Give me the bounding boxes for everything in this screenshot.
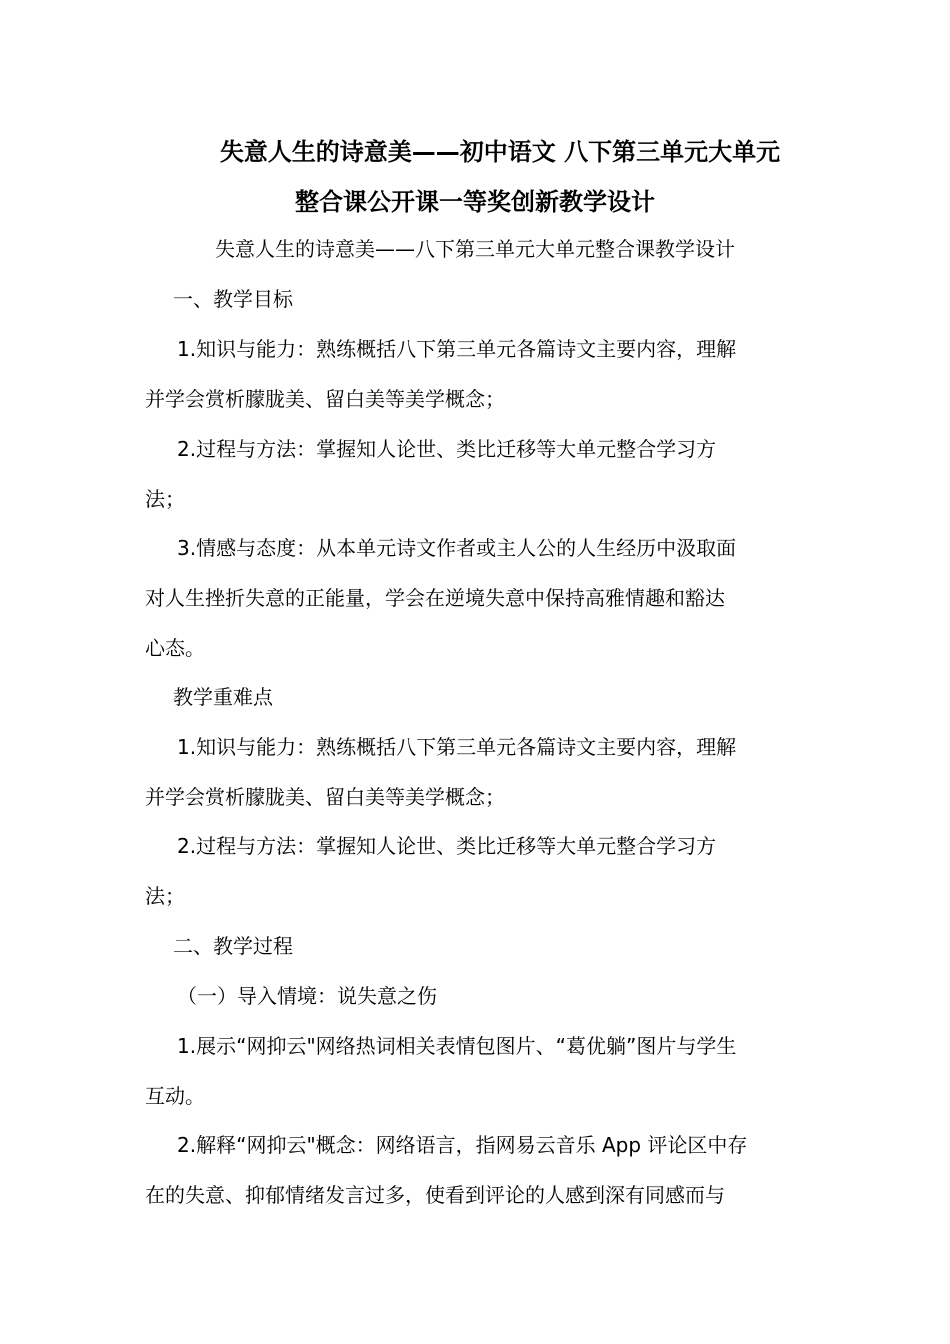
objective-1-line-2: 并学会赏析朦胧美、留白美等美学概念；	[145, 387, 505, 411]
key-point-1-line-2: 并学会赏析朦胧美、留白美等美学概念；	[145, 785, 505, 809]
process-2-line-2: 在的失意、抑郁情绪发言过多，使看到评论的人感到深有同感而与	[145, 1183, 725, 1207]
objective-2-line-1: 2.过程与方法：掌握知人论世、类比迁移等大单元整合学习方	[177, 437, 717, 461]
document-title-line-1: 失意人生的诗意美——初中语文 八下第三单元大单元	[219, 138, 781, 166]
process-1-line-2: 互动。	[145, 1084, 205, 1108]
process-heading: 二、教学过程	[173, 934, 293, 958]
objectives-heading: 一、教学目标	[173, 287, 293, 311]
objective-3-line-3: 心态。	[145, 636, 205, 660]
key-point-2-line-1: 2.过程与方法：掌握知人论世、类比迁移等大单元整合学习方	[177, 834, 717, 858]
document-subtitle: 失意人生的诗意美——八下第三单元大单元整合课教学设计	[215, 237, 735, 261]
objective-1-line-1: 1.知识与能力：熟练概括八下第三单元各篇诗文主要内容，理解	[177, 337, 737, 361]
process-1-line-1: 1.展示“网抑云"网络热词相关表情包图片、“葛优躺”图片与学生	[177, 1034, 737, 1058]
objective-3-line-1: 3.情感与态度：从本单元诗文作者或主人公的人生经历中汲取面	[177, 536, 737, 560]
document-title-line-2: 整合课公开课一等奖创新教学设计	[295, 188, 655, 216]
objective-2-line-2: 法；	[145, 487, 185, 511]
key-point-1-line-1: 1.知识与能力：熟练概括八下第三单元各篇诗文主要内容，理解	[177, 735, 737, 759]
process-2-line-1: 2.解释“网抑云"概念：网络语言，指网易云音乐 App 评论区中存	[177, 1133, 748, 1157]
intro-heading: （一）导入情境：说失意之伤	[177, 984, 437, 1008]
key-points-heading: 教学重难点	[173, 685, 273, 709]
objective-3-line-2: 对人生挫折失意的正能量，学会在逆境失意中保持高雅情趣和豁达	[145, 586, 725, 610]
key-point-2-line-2: 法；	[145, 884, 185, 908]
